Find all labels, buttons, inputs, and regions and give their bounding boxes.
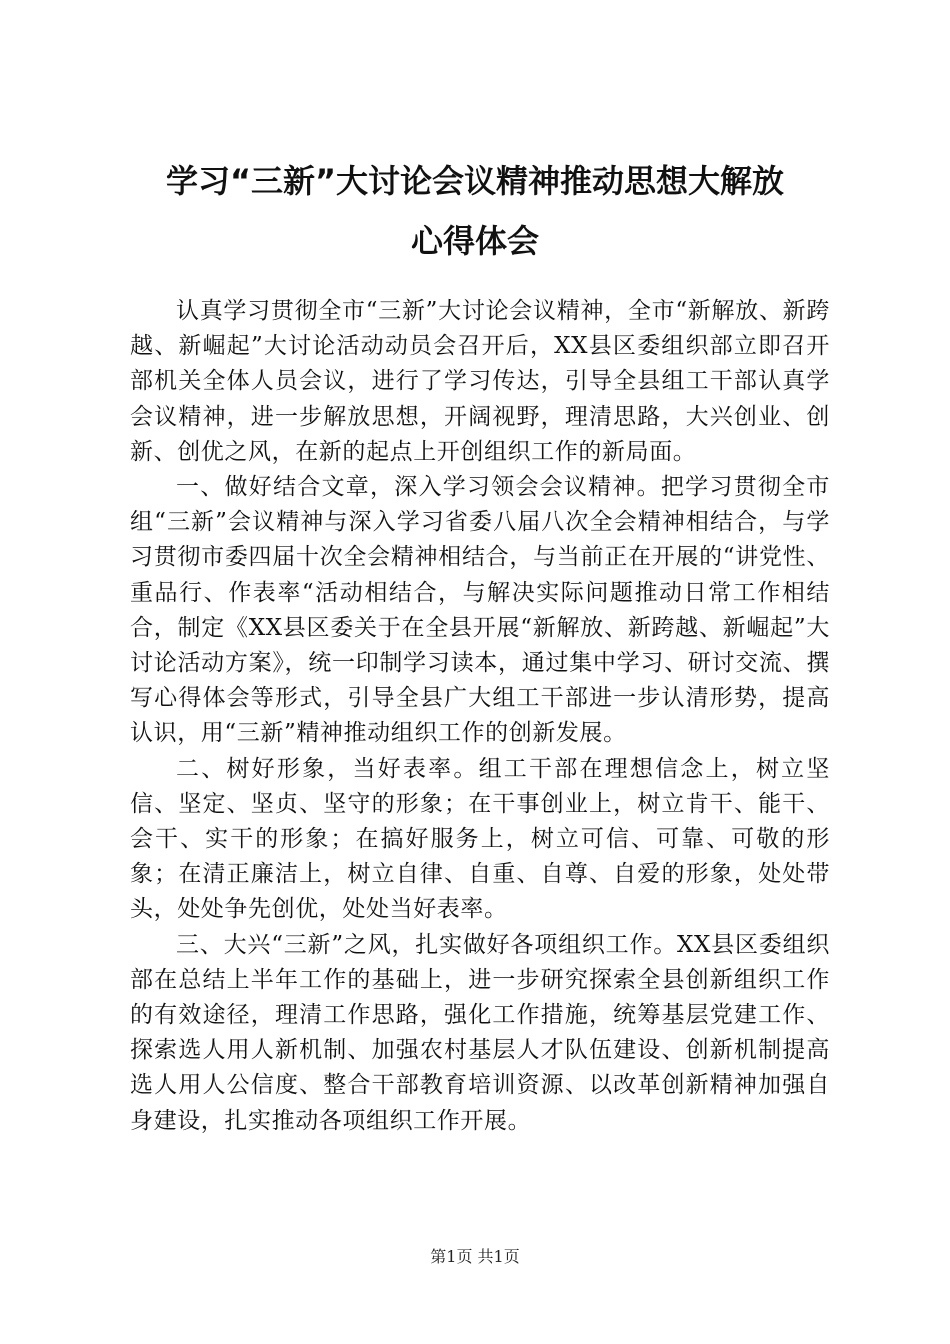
paragraph-section-2: 二、树好形象，当好表率。组工干部在理想信念上，树立坚信、坚定、坚贞、坚守的形象；在干事创业上，树立肯干、能干、会干、实干的形象；在搞好服务上，树立可信、可靠、可敬的形象；在清正廉洁上，树立自律、自重、自尊、自爱的形象，处处带头，处处争先创优，处处当好表率。 — [130, 755, 830, 923]
document-title-line-2: 心得体会 — [410, 222, 539, 260]
page-number-footer: 第1页 共1页 — [430, 1247, 520, 1266]
paragraph-intro: 认真学习贯彻全市“三新”大讨论会议精神，全市“新解放、新跨越、新崛起”大讨论活动动员会召开后，XX县区委组织部立即召开部机关全体人员会议，进行了学习传达，引导全县组工干部认真学会议精神，进一步解放思想，开阔视野，理清思路，大兴创业、创新、创优之风，在新的起点上开创组织工作的新局面。 — [130, 298, 830, 465]
document-body — [130, 294, 830, 1139]
paragraph-section-1: 一、做好结合文章，深入学习领会会议精神。把学习贯彻全市组“三新”会议精神与深入学习省委八届八次全会精神相结合，与学习贯彻市委四届十次全会精神相结合，与当前正在开展的“讲党性、重品行、作表率“活动相结合，与解决实际问题推动日常工作相结合，制定《XX县区委关于在全县开展“新解放、新跨越、新崛起”大讨论活动方案》，统一印制学习读本，通过集中学习、研讨交流、撰写心得体会等形式，引导全县广大组工干部进一步认清形势，提高认识，用“三新”精神推动组织工作的创新发展。 — [130, 474, 830, 747]
paragraph-section-3: 三、大兴“三新”之风，扎实做好各项组织工作。XX县区委组织部在总结上半年工作的基础上，进一步研究探索全县创新组织工作的有效途径，理清工作思路，强化工作措施，统筹基层党建工作、探索选人用人新机制、加强农村基层人才队伍建设、创新机制提高选人用人公信度、整合干部教育培训资源、以改革创新精神加强自身建设，扎实推动各项组织工作开展。 — [130, 931, 830, 1134]
document-title-line-1: 学习“三新”大讨论会议精神推动思想大解放 — [165, 162, 785, 200]
